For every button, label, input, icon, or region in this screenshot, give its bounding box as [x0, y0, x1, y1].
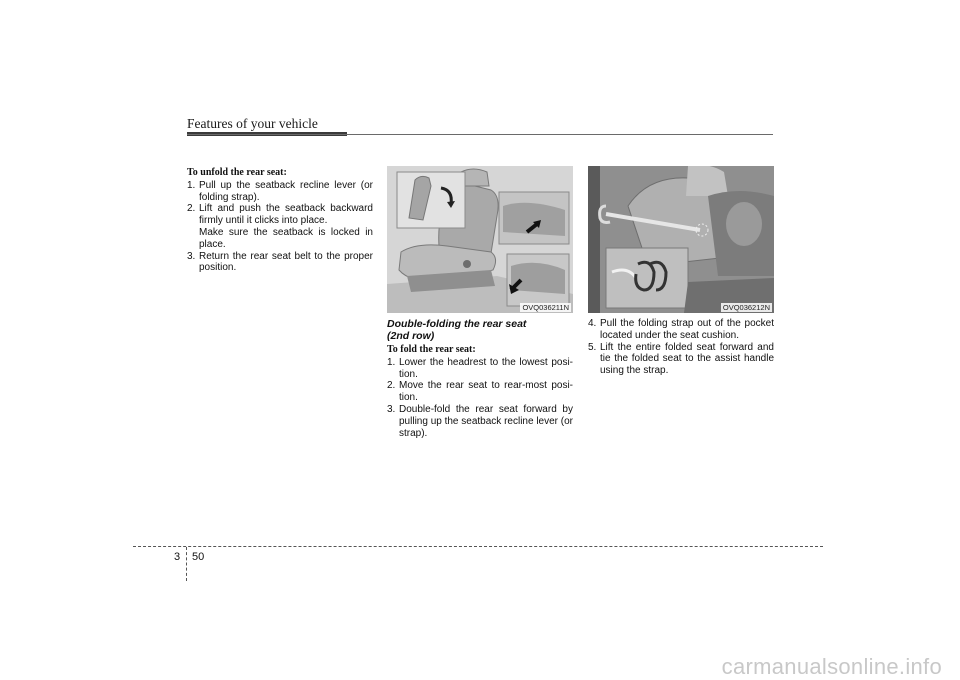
footer-divider — [186, 547, 187, 581]
step-number: 1. — [187, 179, 196, 191]
step-number: 5. — [588, 341, 597, 353]
step-text: Move the rear seat to rear-most posi-tion. — [399, 380, 573, 404]
step-number: 2. — [387, 380, 396, 392]
figure-folding-strap — [588, 166, 774, 313]
list-item — [588, 342, 774, 377]
step-number: 3. — [187, 250, 196, 262]
fold-steps — [387, 357, 573, 440]
chapter-number: 3 — [174, 551, 181, 563]
step-text: Double-fold the rear seat forward by pulling up the seatback recline lever (or strap). — [399, 403, 573, 439]
page-number: 50 — [192, 551, 205, 563]
step-text: Lift and push the seatback backward firmly until it clicks into place. — [199, 203, 373, 227]
section-title-line2: (2nd row) — [387, 330, 435, 342]
unfold-steps — [187, 180, 373, 274]
list-item — [588, 318, 774, 342]
watermark: carmanualsonline.info — [721, 654, 942, 679]
step-number: 1. — [387, 356, 396, 368]
step-text: Return the rear seat belt to the proper position. — [199, 250, 373, 274]
step-number: 3. — [387, 403, 396, 415]
step-text: Lift the entire folded seat forward and tie the folded seat to the assist handle using the strap. — [600, 341, 774, 377]
list-item — [387, 357, 573, 381]
step-text: Pull up the seatback recline lever (or folding strap). — [199, 179, 373, 203]
page-header-title: Features of your vehicle — [187, 116, 318, 131]
section-title-line1: Double-folding the rear seat — [387, 318, 527, 330]
step-text: Pull the folding strap out of the pocket located under the seat cushion. — [600, 318, 774, 341]
list-item — [187, 203, 373, 250]
double-fold-instructions — [387, 318, 573, 439]
figure-code: OVQ036212N — [722, 303, 770, 312]
list-item — [387, 380, 573, 404]
list-item — [187, 180, 373, 204]
double-fold-instructions-continued — [588, 318, 774, 377]
unfold-instructions — [187, 167, 373, 274]
step-number: 4. — [588, 318, 597, 329]
section-title — [387, 318, 573, 342]
figure-code: OVQ036211N — [522, 303, 569, 312]
figure-seat-recline — [387, 166, 573, 313]
step-number: 2. — [187, 203, 196, 215]
unfold-subhead: To unfold the rear seat: — [187, 167, 287, 178]
step-note: Make sure the seatback is locked in place. — [199, 226, 373, 250]
strap-illustration — [588, 166, 774, 313]
header-rule — [187, 134, 773, 135]
footer-rule — [133, 546, 823, 547]
list-item — [187, 251, 373, 275]
list-item — [387, 404, 573, 439]
seat-illustration — [387, 166, 573, 313]
fold-subhead: To fold the rear seat: — [387, 344, 476, 355]
step-text: Lower the headrest to the lowest posi-tion. — [399, 356, 573, 380]
fold-steps-continued — [588, 318, 774, 377]
